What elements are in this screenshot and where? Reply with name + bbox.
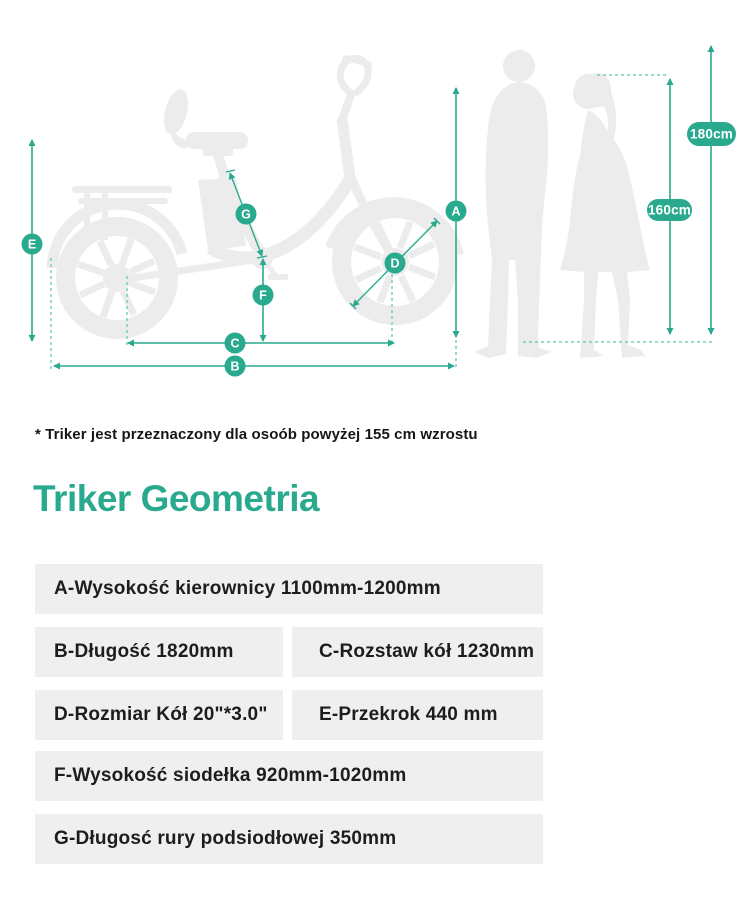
- height-requirement-note: * Triker jest przeznaczony dla osoób powyżej 155 cm wzrostu: [35, 426, 478, 443]
- spec-box-a: [35, 564, 543, 614]
- spec-box-f: [35, 751, 543, 801]
- geometry-diagram: [0, 0, 750, 420]
- dimension-label-d: D: [390, 256, 400, 271]
- dimension-a: [446, 88, 467, 337]
- dimension-label-f: F: [259, 288, 267, 303]
- spec-box-g: [35, 814, 543, 864]
- spec-text-a: A-Wysokość kierownicy 1100mm-1200mm: [54, 578, 441, 599]
- man-silhouette: [474, 50, 552, 358]
- spec-text-d: D-Rozmiar Kół 20"*3.0": [54, 704, 268, 725]
- spec-text-f: F-Wysokość siodełka 920mm-1020mm: [54, 765, 407, 786]
- spec-text-g: G-Długosć rury podsiodłowej 350mm: [54, 828, 397, 849]
- dimension-label-c: C: [230, 336, 240, 351]
- page-title: Triker Geometria: [33, 478, 320, 519]
- dimension-b: [54, 356, 454, 377]
- spec-box-b: [35, 627, 283, 677]
- dimension-label-a: A: [451, 204, 461, 219]
- height-dimension-man: [687, 46, 736, 334]
- spec-box-e: [292, 690, 543, 740]
- dimension-e: [22, 140, 43, 341]
- woman-silhouette: [560, 73, 650, 358]
- spec-box-c: [292, 627, 543, 677]
- spec-text-b: B-Długość 1820mm: [54, 641, 234, 662]
- height-badge-160cm: 160cm: [647, 202, 692, 218]
- dimension-label-g: G: [241, 207, 251, 222]
- dimension-label-b: B: [230, 359, 240, 374]
- dimension-label-e: E: [27, 237, 37, 252]
- height-badge-180cm: 180cm: [689, 126, 734, 142]
- spec-text-c: C-Rozstaw kół 1230mm: [319, 641, 535, 662]
- dimension-c: [128, 333, 394, 354]
- height-dimension-woman: [647, 79, 692, 334]
- spec-box-d: [35, 690, 283, 740]
- spec-text-e: E-Przekrok 440 mm: [319, 704, 498, 725]
